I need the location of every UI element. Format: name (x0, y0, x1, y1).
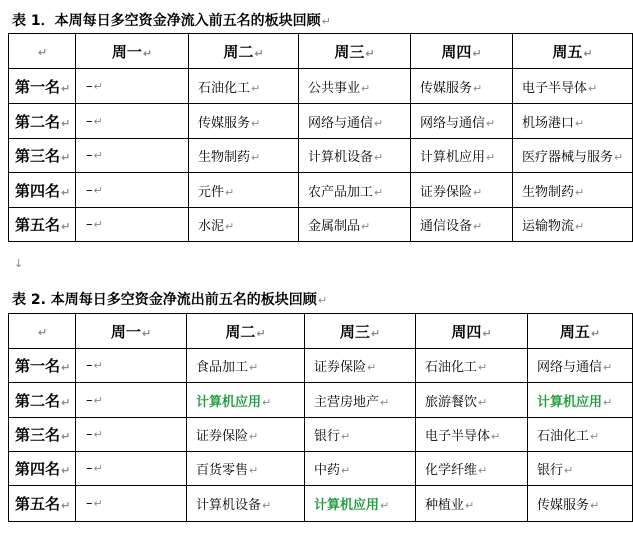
paragraph-mark: ↵ (61, 499, 71, 512)
paragraph-mark: ↵ (262, 395, 272, 409)
sector-cell (187, 452, 305, 486)
sector-name: 传媒服务 (420, 80, 473, 96)
sector-name: 计算机设备 (196, 498, 262, 513)
paragraph-mark: ↵ (590, 326, 601, 340)
sector-name: 银行 (314, 429, 341, 444)
paragraph-mark: ↵ (93, 79, 103, 93)
sector-name: 计算机应用 (537, 394, 603, 410)
paragraph-mark: ↵ (588, 81, 598, 95)
column-header (305, 314, 416, 349)
rank-label (9, 139, 76, 173)
sector-name: 运输物流 (522, 219, 575, 234)
sector-name: 百货零售 (196, 463, 249, 478)
column-header (528, 314, 633, 349)
table-row (9, 418, 633, 452)
rank-text: 第三名 (15, 147, 61, 165)
sector-cell (299, 208, 411, 242)
table1-inflow (8, 33, 633, 242)
paragraph-mark: ↵ (491, 430, 501, 443)
paragraph-mark: ↵ (93, 428, 103, 441)
paragraph-mark: ↵ (61, 430, 71, 443)
paragraph-mark: ↵ (486, 116, 496, 130)
paragraph-mark: ↵ (361, 220, 371, 233)
paragraph-mark: ↵ (380, 499, 390, 512)
rank-label (9, 104, 76, 139)
sector-name: 生物制药 (522, 184, 575, 200)
column-header-label: 周三 (334, 42, 365, 61)
sector-name: 计算机应用 (314, 498, 380, 513)
sector-cell (189, 208, 299, 242)
column-header-label: 周二 (223, 42, 254, 61)
sector-cell (528, 486, 633, 522)
paragraph-mark: ↵ (614, 151, 624, 164)
sector-name: 主营房地产 (314, 394, 380, 410)
paragraph-mark: ↵ (365, 46, 375, 60)
paragraph-mark: ↵ (603, 361, 613, 374)
sector-cell (528, 418, 633, 452)
sector-name: 网络与通信 (420, 115, 486, 131)
sector-cell (187, 383, 305, 418)
table-row (9, 349, 633, 383)
paragraph-mark: ↵ (478, 464, 488, 477)
rank-label (9, 486, 76, 522)
rank-label (9, 173, 76, 208)
table1-caption: 表 1．本周每日多空资金净流入前五名的板块回顾↵ (12, 13, 331, 29)
paragraph-mark: ↵ (482, 326, 492, 340)
paragraph-mark: ↵ (37, 46, 48, 59)
paragraph-mark: ↵ (575, 220, 585, 233)
sector-name: 生物制药 (198, 150, 251, 165)
paragraph-mark: ↵ (473, 220, 483, 233)
table2-caption: 表 2. 本周每日多空资金净流出前五名的板块回顾↵ (12, 292, 328, 308)
sector-name: 电子半导体 (522, 80, 588, 96)
table-row (9, 383, 633, 418)
paragraph-mark: ↵ (472, 46, 482, 60)
sector-cell (305, 349, 416, 383)
sector-cell (76, 104, 189, 139)
paragraph-mark: ↵ (374, 151, 384, 164)
sector-cell (299, 104, 411, 139)
sector-name: 石油化工 (537, 429, 590, 444)
sector-name: 公共事业 (308, 80, 361, 96)
column-header-label: 周一 (110, 322, 141, 341)
sector-name: 农产品加工 (308, 184, 374, 200)
sector-cell (187, 486, 305, 522)
sector-cell (528, 383, 633, 418)
paragraph-mark: ↵ (61, 81, 71, 95)
column-header-label: 周二 (225, 322, 256, 341)
paragraph-mark: ↵ (225, 185, 235, 199)
rank-text: 第三名 (15, 426, 61, 444)
sector-cell (189, 69, 299, 104)
sector-name: – (86, 461, 93, 476)
sector-name: – (86, 113, 93, 129)
rank-label (9, 383, 76, 418)
paragraph-mark: ↵ (93, 149, 103, 162)
column-header (76, 34, 189, 69)
paragraph-mark: ↵ (367, 361, 377, 374)
sector-name: 网络与通信 (308, 115, 374, 131)
paragraph-mark: ↵ (341, 430, 351, 443)
sector-name: 计算机应用 (196, 394, 262, 410)
sector-cell (76, 349, 187, 383)
sector-name: 水泥 (198, 219, 225, 234)
rank-text: 第二名 (15, 391, 61, 410)
sector-cell (411, 69, 513, 104)
table-row (9, 208, 633, 242)
sector-cell (299, 173, 411, 208)
rank-text: 第一名 (15, 357, 61, 375)
paragraph-mark: ↵ (603, 395, 613, 409)
paragraph-mark: ↵ (575, 116, 585, 130)
paragraph-mark: ↵ (251, 151, 261, 164)
paragraph-mark: ↵ (251, 81, 261, 95)
sector-name: 元件 (198, 184, 225, 200)
sector-name: 种植业 (425, 498, 465, 513)
paragraph-mark: ↵ (142, 46, 153, 60)
sector-cell (76, 383, 187, 418)
paragraph-mark: ↵ (93, 359, 103, 372)
corner-cell (9, 314, 76, 349)
paragraph-mark: ↵ (380, 395, 390, 409)
table-row (9, 486, 633, 522)
sector-cell (189, 104, 299, 139)
sector-cell (305, 383, 416, 418)
sector-cell (528, 452, 633, 486)
table-row (9, 69, 633, 104)
sector-name: 医疗器械与服务 (522, 150, 614, 165)
sector-cell (299, 69, 411, 104)
paragraph-mark: ↵ (361, 81, 371, 95)
rank-text: 第二名 (15, 112, 61, 131)
paragraph-mark: ↵ (61, 361, 71, 374)
column-header (189, 34, 299, 69)
paragraph-mark: ↵ (473, 81, 483, 95)
paragraph-mark: ↵ (370, 326, 381, 340)
sector-cell (513, 139, 633, 173)
sector-name: 石油化工 (425, 360, 478, 375)
sector-name: – (86, 217, 93, 232)
rank-text: 第一名 (15, 77, 61, 96)
sector-cell (305, 452, 416, 486)
rank-label (9, 452, 76, 486)
column-header (416, 314, 528, 349)
paragraph-mark: ↵ (61, 116, 71, 130)
header-row (9, 34, 633, 69)
paragraph-mark: ↵ (590, 430, 600, 443)
table2-outflow (8, 313, 633, 522)
sector-cell (411, 173, 513, 208)
paragraph-mark: ↵ (249, 430, 259, 443)
sector-cell (189, 173, 299, 208)
table-row (9, 173, 633, 208)
column-header (76, 314, 187, 349)
sector-cell (76, 418, 187, 452)
sector-name: 机场港口 (522, 115, 575, 131)
rank-text: 第四名 (15, 460, 61, 478)
sector-name: 食品加工 (196, 360, 249, 375)
sector-name: – (86, 358, 93, 373)
sector-name: – (86, 148, 93, 163)
table-row (9, 104, 633, 139)
sector-name: 金属制品 (308, 219, 361, 234)
sector-cell (416, 418, 528, 452)
sector-name: – (86, 78, 93, 94)
rank-label (9, 349, 76, 383)
paragraph-mark: ↵ (341, 464, 351, 477)
sector-name: 网络与通信 (537, 360, 603, 375)
sector-cell (76, 139, 189, 173)
column-header (299, 34, 411, 69)
sector-cell (187, 349, 305, 383)
paragraph-mark: ↵ (374, 185, 384, 199)
sector-name: 证券保险 (420, 184, 473, 200)
sector-name: – (86, 496, 93, 511)
paragraph-mark: ↵ (486, 151, 496, 164)
column-header-label: 周五 (559, 322, 590, 341)
paragraph-mark: ↵ (374, 116, 384, 130)
paragraph-mark: ↵ (262, 499, 272, 512)
paragraph-mark: ↵ (61, 395, 71, 409)
paragraph-mark: ↵ (317, 294, 328, 307)
corner-cell (9, 34, 76, 69)
paragraph-mark: ↵ (478, 361, 488, 374)
rank-text: 第五名 (15, 495, 61, 513)
paragraph-mark: ↵ (93, 218, 103, 231)
sector-name: 传媒服务 (198, 115, 251, 131)
paragraph-mark: ↵ (93, 462, 103, 475)
sector-name: 银行 (537, 463, 564, 478)
column-header-label: 周一 (111, 42, 142, 61)
column-header (513, 34, 633, 69)
sector-name: 计算机设备 (308, 150, 374, 165)
paragraph-mark: ↵ (93, 183, 103, 197)
paragraph-mark: ↵ (321, 15, 331, 28)
sector-cell (411, 208, 513, 242)
sector-name: 通信设备 (420, 219, 473, 234)
column-header-label: 周四 (441, 42, 472, 61)
paragraph-mark: ↵ (93, 497, 103, 510)
sector-name: 旅游餐饮 (425, 394, 478, 410)
blank-paragraph-mark: ↓ (14, 257, 24, 270)
column-header-label: 周五 (552, 42, 583, 61)
sector-cell (513, 104, 633, 139)
sector-cell (528, 349, 633, 383)
sector-cell (76, 69, 189, 104)
sector-cell (411, 139, 513, 173)
sector-cell (189, 139, 299, 173)
sector-name: – (86, 392, 93, 408)
sector-name: 证券保险 (196, 429, 249, 444)
paragraph-mark: ↵ (61, 464, 71, 477)
paragraph-mark: ↵ (256, 326, 266, 340)
column-header-label: 周三 (339, 322, 370, 341)
sector-name: 电子半导体 (425, 429, 491, 444)
sector-cell (299, 139, 411, 173)
rank-label (9, 69, 76, 104)
paragraph-mark: ↵ (590, 499, 600, 512)
sector-cell (76, 173, 189, 208)
paragraph-mark: ↵ (564, 464, 574, 477)
paragraph-mark: ↵ (225, 220, 235, 233)
paragraph-mark: ↵ (249, 464, 259, 477)
paragraph-mark: ↵ (473, 185, 483, 199)
sector-name: 石油化工 (198, 80, 251, 96)
sector-name: 传媒服务 (537, 498, 590, 513)
sector-name: 化学纤维 (425, 463, 478, 478)
paragraph-mark: ↵ (575, 185, 585, 199)
sector-name: 中药 (314, 463, 341, 478)
paragraph-mark: ↵ (61, 220, 71, 233)
table-row (9, 452, 633, 486)
paragraph-mark: ↵ (478, 395, 488, 409)
column-header (187, 314, 305, 349)
sector-cell (416, 452, 528, 486)
paragraph-mark: ↵ (61, 185, 71, 199)
sector-name: – (86, 182, 93, 198)
sector-cell (513, 208, 633, 242)
sector-cell (513, 69, 633, 104)
column-header-label: 周四 (451, 322, 482, 341)
sector-cell (76, 208, 189, 242)
paragraph-mark: ↵ (141, 326, 152, 340)
column-header (411, 34, 513, 69)
sector-name: – (86, 427, 93, 442)
sector-cell (416, 349, 528, 383)
paragraph-mark: ↵ (249, 361, 259, 374)
paragraph-mark: ↵ (465, 499, 475, 512)
sector-cell (513, 173, 633, 208)
paragraph-mark: ↵ (61, 151, 71, 164)
sector-cell (76, 486, 187, 522)
paragraph-mark: ↵ (93, 114, 103, 128)
header-row (9, 314, 633, 349)
rank-text: 第四名 (15, 181, 61, 200)
rank-text: 第五名 (15, 216, 61, 234)
rank-label (9, 418, 76, 452)
sector-cell (76, 452, 187, 486)
sector-name: 计算机应用 (420, 150, 486, 165)
paragraph-mark: ↵ (37, 326, 48, 339)
sector-cell (187, 418, 305, 452)
sector-cell (416, 486, 528, 522)
rank-label (9, 208, 76, 242)
paragraph-mark: ↵ (583, 46, 593, 60)
paragraph-mark: ↵ (254, 46, 264, 60)
sector-cell (305, 418, 416, 452)
paragraph-mark: ↵ (251, 116, 261, 130)
paragraph-mark: ↵ (93, 393, 103, 407)
sector-cell (416, 383, 528, 418)
sector-cell (411, 104, 513, 139)
table-row (9, 139, 633, 173)
sector-name: 证券保险 (314, 360, 367, 375)
sector-cell (305, 486, 416, 522)
